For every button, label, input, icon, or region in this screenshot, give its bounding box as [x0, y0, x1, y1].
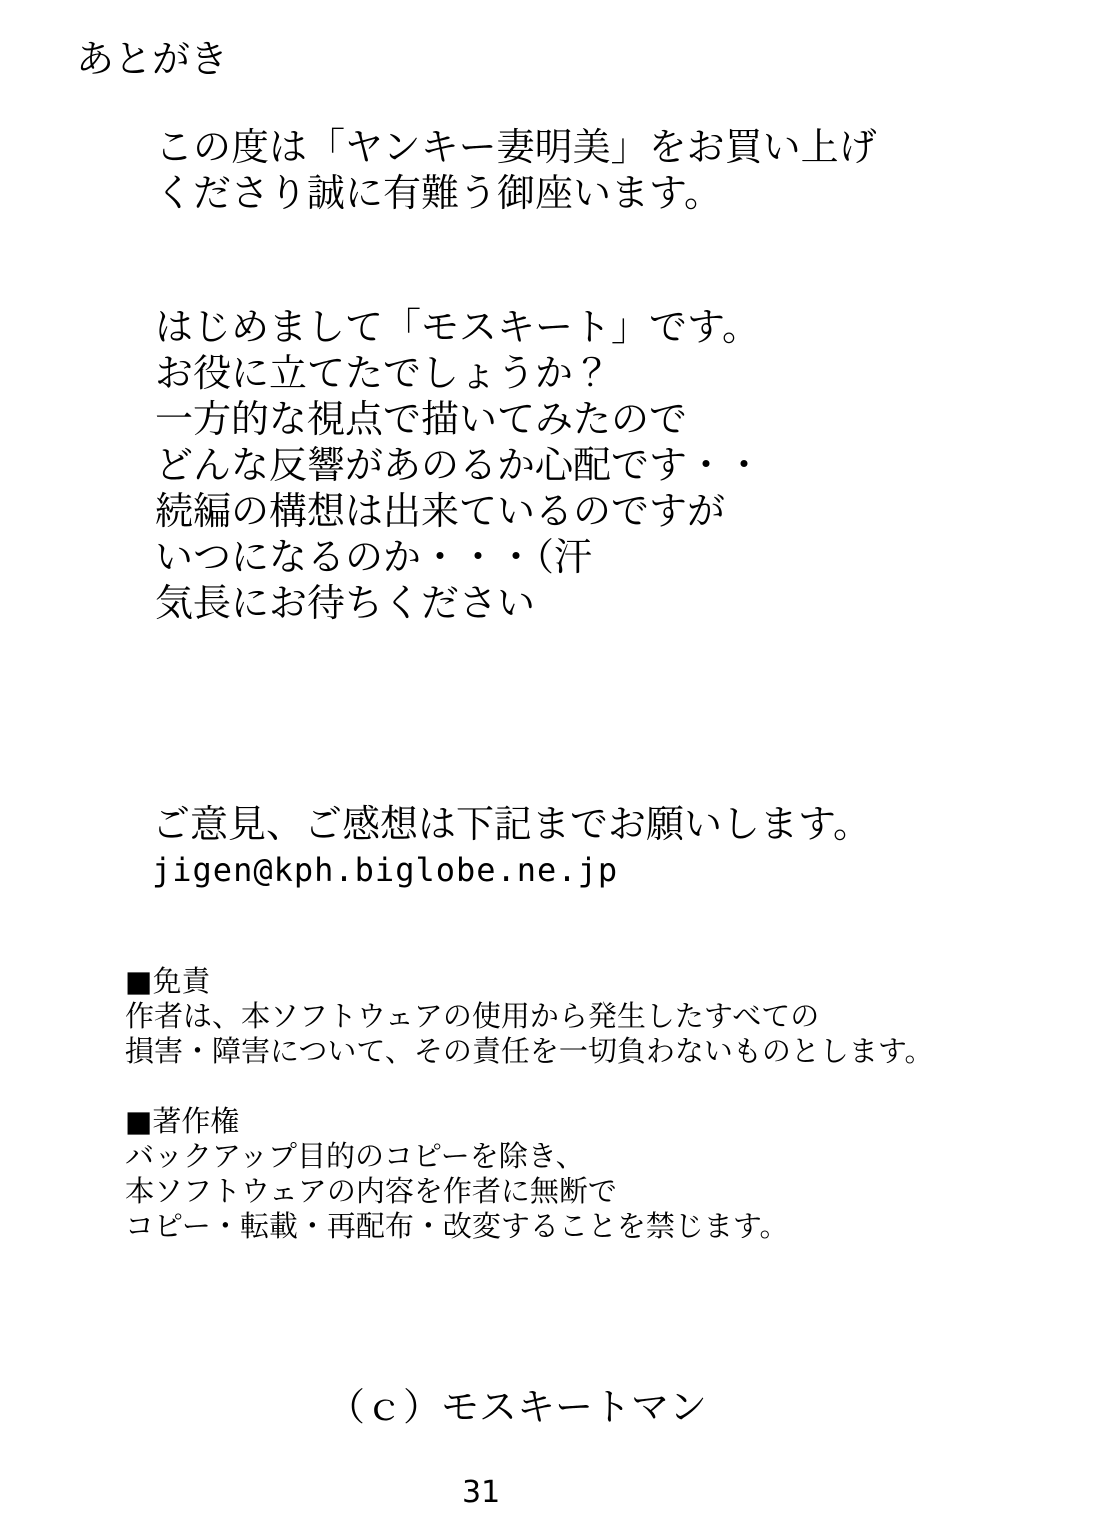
intro-line-3: 一方的な視点で描いてみたので: [155, 397, 688, 441]
author-comments-paragraph: [155, 304, 763, 626]
intro-line-5: 続編の構想は出来ているのですが: [155, 489, 726, 533]
intro-line-6: いつになるのか・・・（汗: [155, 535, 593, 579]
copyright-heading: ■著作権: [125, 1104, 240, 1138]
copyright-line-2: 本ソフトウェアの内容を作者に無断で: [125, 1174, 617, 1208]
intro-line-4: どんな反響があのるか心配です・・: [155, 443, 764, 487]
intro-line-2: お役に立てたでしょうか？: [155, 351, 612, 395]
intro-line-7: 気長にお待ちください: [155, 581, 536, 625]
intro-line-1: はじめまして「モスキート」です。: [155, 305, 760, 349]
greeting-line-1: この度は「ヤンキー妻明美」をお買い上げ: [155, 125, 877, 169]
greeting-line-2: くださり誠に有難う御座います。: [155, 171, 722, 215]
disclaimer-line-1: 作者は、本ソフトウェアの使用から発生したすべての: [125, 999, 820, 1033]
disclaimer-heading: ■免責: [125, 964, 211, 998]
contact-section: [152, 801, 871, 893]
disclaimer-section: [125, 964, 934, 1069]
page-number: 31: [462, 1475, 501, 1510]
greeting-paragraph: [155, 124, 877, 216]
copyright-line-3: コピー・転載・再配布・改変することを禁じます。: [125, 1209, 789, 1243]
disclaimer-line-2: 損害・障害について、その責任を一切負わないものとします。: [125, 1034, 934, 1068]
contact-email: jigen@kph.biglobe.ne.jp: [152, 851, 619, 889]
contact-request-line: ご意見、ご感想は下記までお願いします。: [152, 802, 871, 846]
copyright-section: [125, 1104, 789, 1244]
copyright-line-1: バックアップ目的のコピーを除き、: [125, 1139, 585, 1173]
page-title: あとがき: [76, 37, 229, 81]
copyright-credit: （ｃ）モスキートマン: [327, 1385, 708, 1429]
